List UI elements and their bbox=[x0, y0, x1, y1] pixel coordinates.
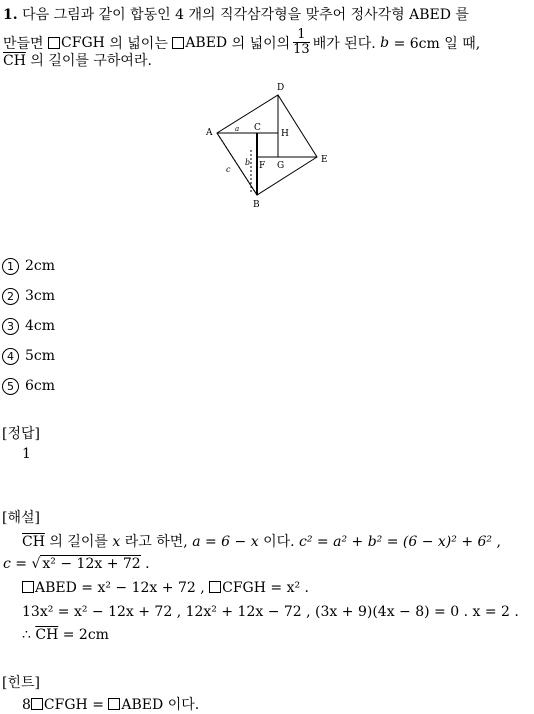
explanation-line-2: c = √ x² − 12x + 72 . bbox=[3, 556, 150, 572]
equation: c = bbox=[3, 556, 28, 572]
text: . bbox=[145, 556, 150, 572]
answer-heading: [정답] bbox=[2, 426, 40, 442]
sqrt-content: x² − 12x + 72 bbox=[42, 556, 141, 572]
question-text-2a: 만들면 bbox=[3, 35, 44, 52]
hint-line bbox=[22, 694, 199, 714]
square-symbol bbox=[22, 581, 34, 593]
abed-label: ABED bbox=[35, 580, 77, 596]
question-text-2e: = 6cm 일 때, bbox=[393, 35, 481, 52]
fraction-one-thirteenth bbox=[293, 28, 310, 57]
choice-text: 6cm bbox=[25, 378, 56, 394]
cfgh-label: CFGH bbox=[222, 580, 266, 596]
explanation-line-5 bbox=[22, 627, 109, 643]
square-symbol bbox=[209, 581, 221, 593]
explanation-line-4: 13x² = x² − 12x + 72 , 12x² + 12x − 72 , (3x + 9)(4x − 8) = 0 . x = 2 . bbox=[22, 604, 519, 620]
label-c: C bbox=[254, 123, 261, 133]
text: 이다. bbox=[263, 534, 295, 550]
abed-label: ABED bbox=[185, 34, 228, 51]
label-side-b: b bbox=[245, 158, 251, 167]
label-d: D bbox=[277, 83, 285, 93]
label-f: F bbox=[259, 161, 266, 171]
text: , bbox=[496, 534, 501, 550]
choice-marker: 1 bbox=[2, 258, 19, 275]
explanation-line-1 bbox=[22, 531, 501, 551]
cfgh-label: CFGH bbox=[43, 697, 88, 713]
equation: = x² − 12x + 72 , bbox=[81, 580, 205, 596]
label-h: H bbox=[281, 129, 289, 139]
question-text-2c: 의 넓이의 bbox=[231, 35, 291, 52]
equation: a = 6 − x bbox=[192, 534, 259, 550]
choice-3[interactable] bbox=[2, 318, 55, 335]
choice-text: 5cm bbox=[25, 348, 56, 364]
choice-4[interactable] bbox=[2, 348, 55, 365]
text: 의 길이를 bbox=[49, 534, 108, 550]
question-line-3 bbox=[3, 50, 152, 70]
text: = bbox=[92, 697, 104, 713]
question-text-1: 다음 그림과 같이 합동인 4 개의 직각삼각형을 맞추어 정사각형 ABED 를 bbox=[22, 7, 469, 23]
question-number: 1. bbox=[3, 7, 18, 23]
segment-ch: $\overline{CH}$ bbox=[35, 627, 59, 643]
variable-b: b bbox=[380, 34, 390, 51]
therefore-symbol: ∴ bbox=[22, 627, 31, 643]
square-symbol bbox=[108, 698, 120, 710]
square-symbol bbox=[31, 698, 43, 710]
label-e: E bbox=[321, 155, 328, 165]
choice-text: 2cm bbox=[25, 258, 56, 274]
fraction-numerator: 1 bbox=[293, 28, 310, 43]
label-side-a: a bbox=[235, 125, 240, 133]
choice-marker: 5 bbox=[2, 378, 19, 395]
hint-heading: [힌트] bbox=[2, 675, 40, 691]
text: 이다. bbox=[167, 697, 200, 713]
square-abed bbox=[217, 95, 317, 195]
segment-ch: $\overline{CH}$ bbox=[22, 534, 45, 550]
abed-label: ABED bbox=[121, 697, 164, 713]
equation: c² = a² + b² = (6 − x)² + 6² bbox=[299, 534, 493, 550]
cfgh-label: CFGH bbox=[61, 34, 105, 51]
square-diagram bbox=[195, 80, 345, 215]
text: 라고 하면, bbox=[124, 534, 188, 550]
choice-text: 4cm bbox=[25, 318, 56, 334]
square-symbol bbox=[48, 37, 60, 49]
choice-marker: 3 bbox=[2, 318, 19, 335]
question-text-2d: 배가 된다. bbox=[312, 35, 376, 52]
equation: = x² . bbox=[270, 580, 309, 596]
equation: = 2cm bbox=[62, 627, 109, 643]
question-text-2b: 의 넓이는 bbox=[109, 35, 168, 52]
label-side-c: c bbox=[226, 165, 231, 174]
choice-text: 3cm bbox=[25, 288, 56, 304]
choice-marker: 2 bbox=[2, 288, 19, 305]
choice-2[interactable] bbox=[2, 288, 55, 305]
choice-1[interactable] bbox=[2, 258, 55, 275]
explanation-line-3 bbox=[22, 580, 309, 596]
explanation-heading: [해설] bbox=[2, 510, 40, 526]
answer-value: 1 bbox=[22, 446, 31, 462]
segment-ch: $\overline{CH}$ bbox=[3, 53, 26, 69]
label-a: A bbox=[206, 128, 213, 138]
label-g: G bbox=[277, 161, 285, 171]
text: 8 bbox=[22, 697, 31, 713]
choice-marker: 4 bbox=[2, 348, 19, 365]
question-line-1 bbox=[3, 4, 469, 24]
choice-5[interactable] bbox=[2, 378, 55, 395]
variable-x: x bbox=[112, 534, 121, 550]
square-symbol bbox=[172, 37, 184, 49]
fraction-denominator: 13 bbox=[293, 42, 310, 57]
label-b: B bbox=[253, 200, 260, 210]
question-text-3: 의 길이를 구하여라. bbox=[30, 53, 152, 69]
